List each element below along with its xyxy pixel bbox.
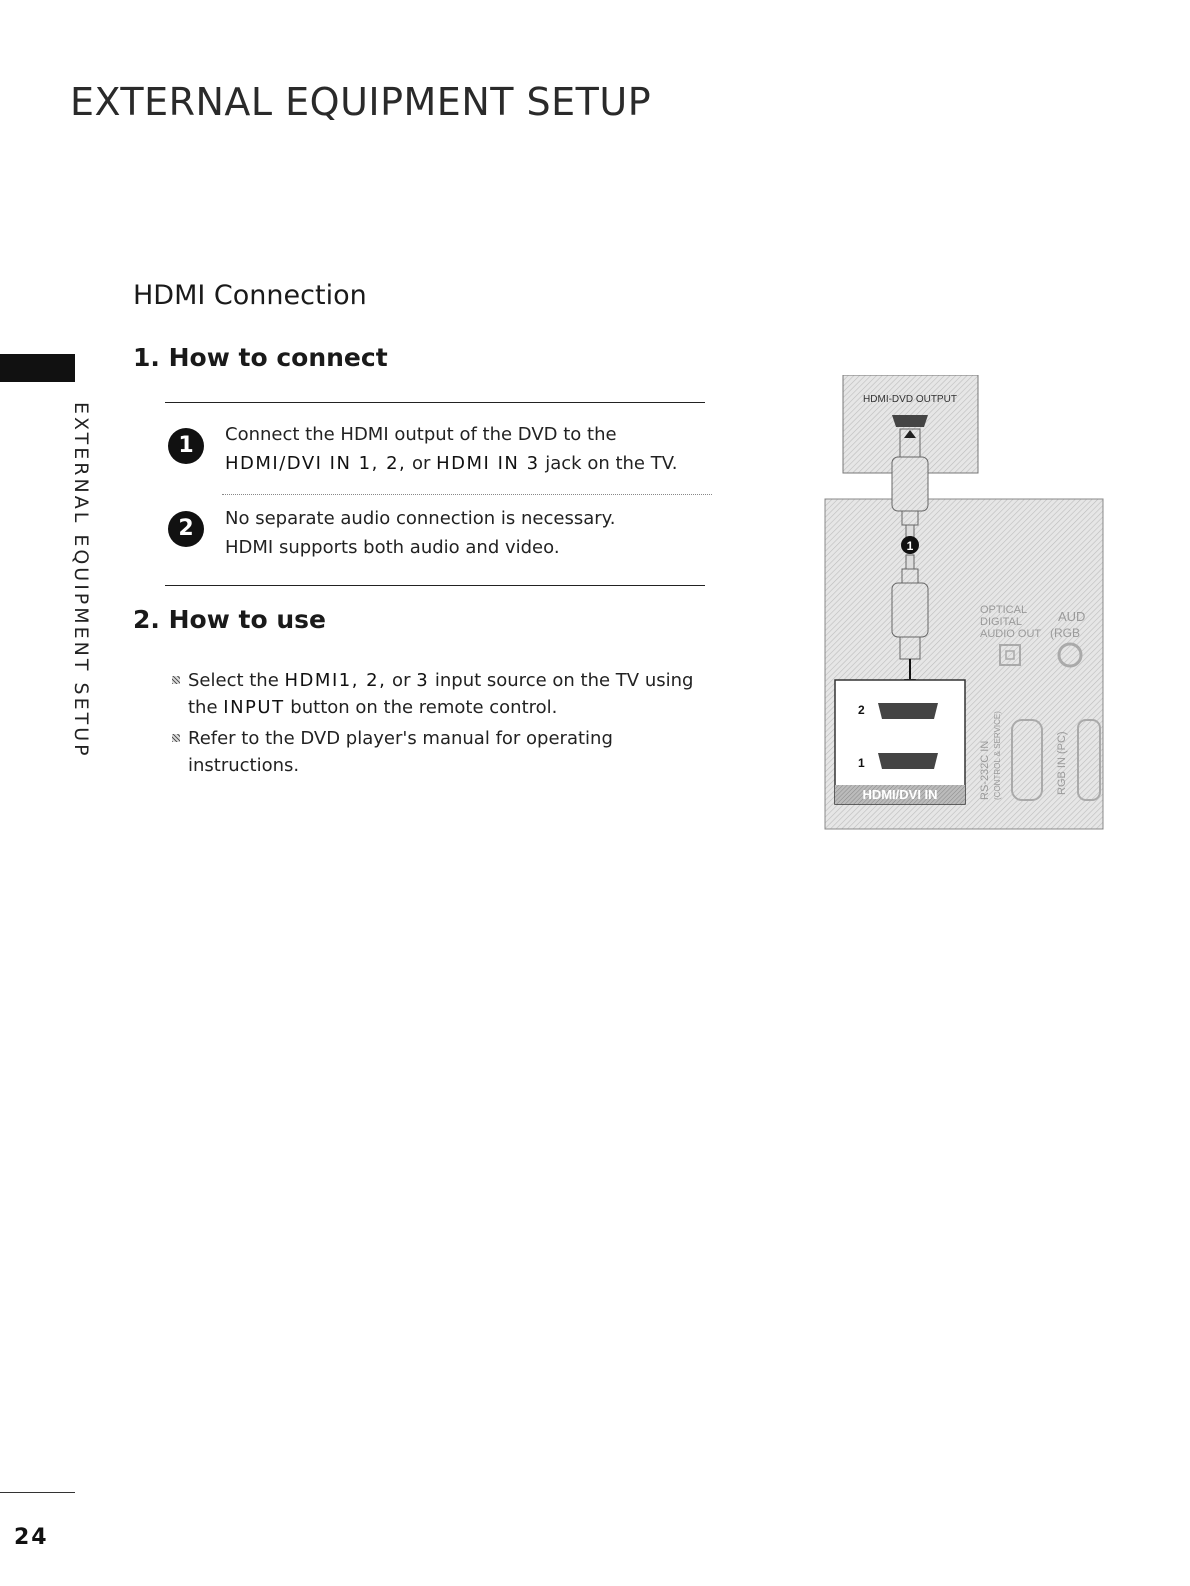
hdmi-connection-diagram xyxy=(820,375,1105,850)
port-1-label: 1 xyxy=(858,756,865,770)
section-title: HDMI Connection xyxy=(133,280,367,311)
lower-cable xyxy=(906,555,914,569)
upper-cable xyxy=(906,525,914,537)
how-to-use-list xyxy=(170,667,710,783)
step-2-line-1: No separate audio connection is necessary. xyxy=(225,508,616,529)
page-number: 24 xyxy=(14,1525,49,1550)
step-1-jack-text: jack on the TV. xyxy=(539,453,678,474)
step-1-badge: 1 xyxy=(168,428,204,464)
rs232-sub-label: (CONTROL & SERVICE) xyxy=(993,711,1002,800)
list-item: Select the HDMI1, 2, or 3 input source on the TV using the INPUT button on the remote control. xyxy=(170,667,710,721)
step-2-badge: 2 xyxy=(168,511,204,547)
dvd-output-label: HDMI-DVD OUTPUT xyxy=(863,394,957,405)
hdmi-port-2 xyxy=(878,703,938,719)
upper-plug-collar xyxy=(902,511,918,525)
audio-label-2: (RGB xyxy=(1050,626,1080,640)
optical-label-2: DIGITAL xyxy=(980,616,1022,628)
page-title: EXTERNAL EQUIPMENT SETUP xyxy=(70,80,652,124)
port-2-label: 2 xyxy=(858,703,865,717)
side-tab-marker xyxy=(0,354,75,382)
optical-label-3: AUDIO OUT xyxy=(980,628,1042,640)
step-1-marker-number: 1 xyxy=(906,539,914,553)
step-1-line-1: Connect the HDMI output of the DVD to the xyxy=(225,424,617,445)
dvd-hdmi-port xyxy=(892,415,928,427)
hdmi-dvi-in-label: HDMI/DVI IN 1, 2, xyxy=(225,453,407,474)
divider-dotted xyxy=(222,494,712,495)
how-to-use-heading: 2. How to use xyxy=(133,605,326,634)
footer-rule xyxy=(0,1492,75,1493)
step-2-text xyxy=(225,504,615,562)
lower-plug-body xyxy=(892,583,928,637)
hdmi-in-3-label: HDMI IN 3 xyxy=(436,453,540,474)
divider-bottom xyxy=(165,585,705,586)
list-item: Refer to the DVD player's manual for operating instructions. xyxy=(170,725,710,779)
hdmi-port-1 xyxy=(878,753,938,769)
step-2-line-2: HDMI supports both audio and video. xyxy=(225,537,560,558)
hdmi-dvi-in-label: HDMI/DVI IN xyxy=(862,787,938,802)
lower-plug-collar xyxy=(902,569,918,583)
step-1-line-2 xyxy=(225,449,677,478)
audio-label-1: AUD xyxy=(1058,609,1086,624)
step-1-text xyxy=(225,420,677,478)
optical-label-1: OPTICAL xyxy=(980,604,1028,616)
rs232-label: RS-232C IN xyxy=(979,740,991,800)
step-1-or: or xyxy=(406,453,437,474)
how-to-connect-heading: 1. How to connect xyxy=(133,343,388,372)
divider-top xyxy=(165,402,705,403)
rgb-in-label: RGB IN (PC) xyxy=(1056,731,1068,795)
upper-plug-body xyxy=(892,457,928,511)
lower-plug-tip xyxy=(900,637,920,659)
side-tab-label: EXTERNAL EQUIPMENT SETUP xyxy=(70,402,92,759)
